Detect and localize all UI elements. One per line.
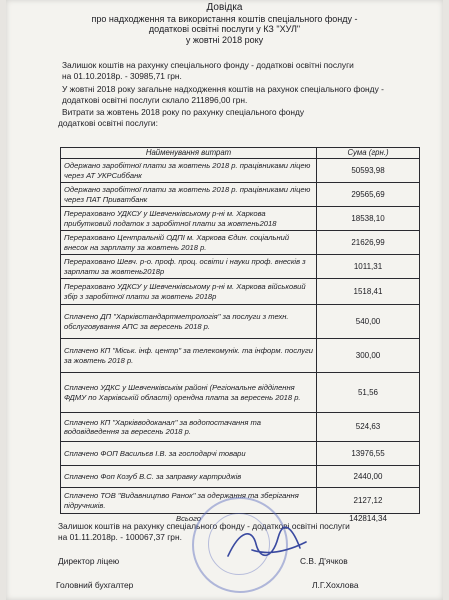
expense-amount: 21626,99	[317, 231, 420, 255]
expense-amount: 1011,31	[317, 255, 420, 279]
expenses-intro-line-2: додаткові освітні послуги:	[58, 118, 158, 128]
document-heading: Довідка	[206, 2, 243, 13]
expense-amount: 51,56	[317, 373, 420, 413]
table-row	[61, 413, 420, 442]
table-row	[61, 305, 420, 339]
income-line-2: додаткові освітні послуги склало 211896,00 грн.	[62, 95, 248, 105]
expense-amount: 1518,41	[317, 279, 420, 305]
expense-description: Сплачено КП "Харківводоканал" за водопостачання та водовідведення за вересень 2018 р.	[61, 413, 317, 442]
expense-amount: 524,63	[317, 413, 420, 442]
header-amount: Сума (грн.)	[317, 148, 420, 159]
total-label: Всього	[176, 514, 201, 523]
opening-balance-line-2: на 01.10.2018р. - 30985,71 грн.	[62, 71, 182, 81]
total-amount: 142814,34	[349, 514, 387, 523]
expense-amount: 2127,12	[317, 488, 420, 514]
table-row	[61, 159, 420, 183]
expense-description: Перераховано Центральній ОДПІ м. Харкова Єдин. соціальний внесок на зарплату за жовтень 2018 р.	[61, 231, 317, 255]
accountant-name: Л.Г.Хохлова	[312, 580, 359, 590]
expense-description: Одержано заробітної плати за жовтень 2018 р. працівниками ліцею через АТ УКРСиббанк	[61, 159, 317, 183]
expense-description: Сплачено КП "Міськ. інф. центр" за телекомунік. та інформ. послуги за жовтень 2018 р.	[61, 339, 317, 373]
director-name: С.В. Д'ячков	[300, 556, 348, 566]
table-row	[61, 339, 420, 373]
document-subtitle-2: додаткові освітні послуги у КЗ "ХУЛ"	[148, 24, 301, 34]
expense-description: Перераховано УДКСУ у Шевченківському р-ні м. Харкова військовий збір з заробітної плати за жовтень 2018р	[61, 279, 317, 305]
header-name: Найменування витрат	[61, 148, 317, 159]
expense-amount: 540,00	[317, 305, 420, 339]
signature	[222, 520, 312, 570]
accountant-title: Головний бухгалтер	[56, 580, 134, 590]
expenses-table	[60, 147, 420, 523]
closing-balance-line-2: на 01.11.2018р. - 100067,37 грн.	[58, 532, 182, 542]
table-row	[61, 183, 420, 207]
expense-amount: 300,00	[317, 339, 420, 373]
table-row	[61, 442, 420, 466]
expense-description: Сплачено УДКС у Шевченківськім районі (Регіональне відділення ФДМУ по Харківській області) орендна плата за вересень 2018 р.	[61, 373, 317, 413]
closing-balance-line-1: Залишок коштів на рахунку спеціального фонду - додаткові освітні послуги	[58, 521, 350, 531]
document-header	[0, 3, 449, 45]
expense-description: Одержано заробітної плати за жовтень 2018 р. працівниками ліцею через ПАТ Приватбанк	[61, 183, 317, 207]
table-row	[61, 466, 420, 488]
table-row	[61, 255, 420, 279]
table-row	[61, 279, 420, 305]
expense-amount: 13976,55	[317, 442, 420, 466]
expense-amount: 50593,98	[317, 159, 420, 183]
expenses-intro-line-1: Витрати за жовтень 2018 року по рахунку спеціального фонду	[62, 107, 305, 117]
table-row	[61, 207, 420, 231]
table-header-row	[61, 148, 420, 159]
table-row	[61, 231, 420, 255]
expense-description: Перераховано Шевч. р-о. проф. проц. освіти і науки проф. внесків з зарплати за жовтень2018р	[61, 255, 317, 279]
document-subtitle-1: про надходження та використання коштів спеціального фонду -	[91, 13, 358, 24]
opening-balance-line-1: Залишок коштів на рахунку спеціального фонду - додаткові освітні послуги	[62, 60, 354, 70]
director-title: Директор ліцею	[58, 556, 120, 566]
income-line-1: У жовтні 2018 року загальне надходження коштів на рахунок спеціального фонду -	[62, 84, 384, 94]
document-subtitle-3: у жовтні 2018 року	[185, 34, 264, 45]
expense-amount: 18538,10	[317, 207, 420, 231]
expense-description: Перераховано УДКСУ у Шевченківському р-ні м. Харкова прибутковий податок з заробітної плати за жовтень2018	[61, 207, 317, 231]
expense-amount: 2440,00	[317, 466, 420, 488]
expense-description: Сплачено ДП "Харківстандартметрологія" за послуги з техн. обслуговування АПС за вересень 2018 р.	[61, 305, 317, 339]
table-row	[61, 373, 420, 413]
expense-description: Сплачено ФОП Васильєв І.В. за господарчі товари	[61, 442, 317, 466]
expense-description: Сплачено ТОВ "Видавництво Ранок" за одержання та зберігання підручників.	[61, 488, 317, 514]
expense-amount: 29565,69	[317, 183, 420, 207]
expense-description: Сплачено Фоп Козуб В.С. за заправку картриджів	[61, 466, 317, 488]
